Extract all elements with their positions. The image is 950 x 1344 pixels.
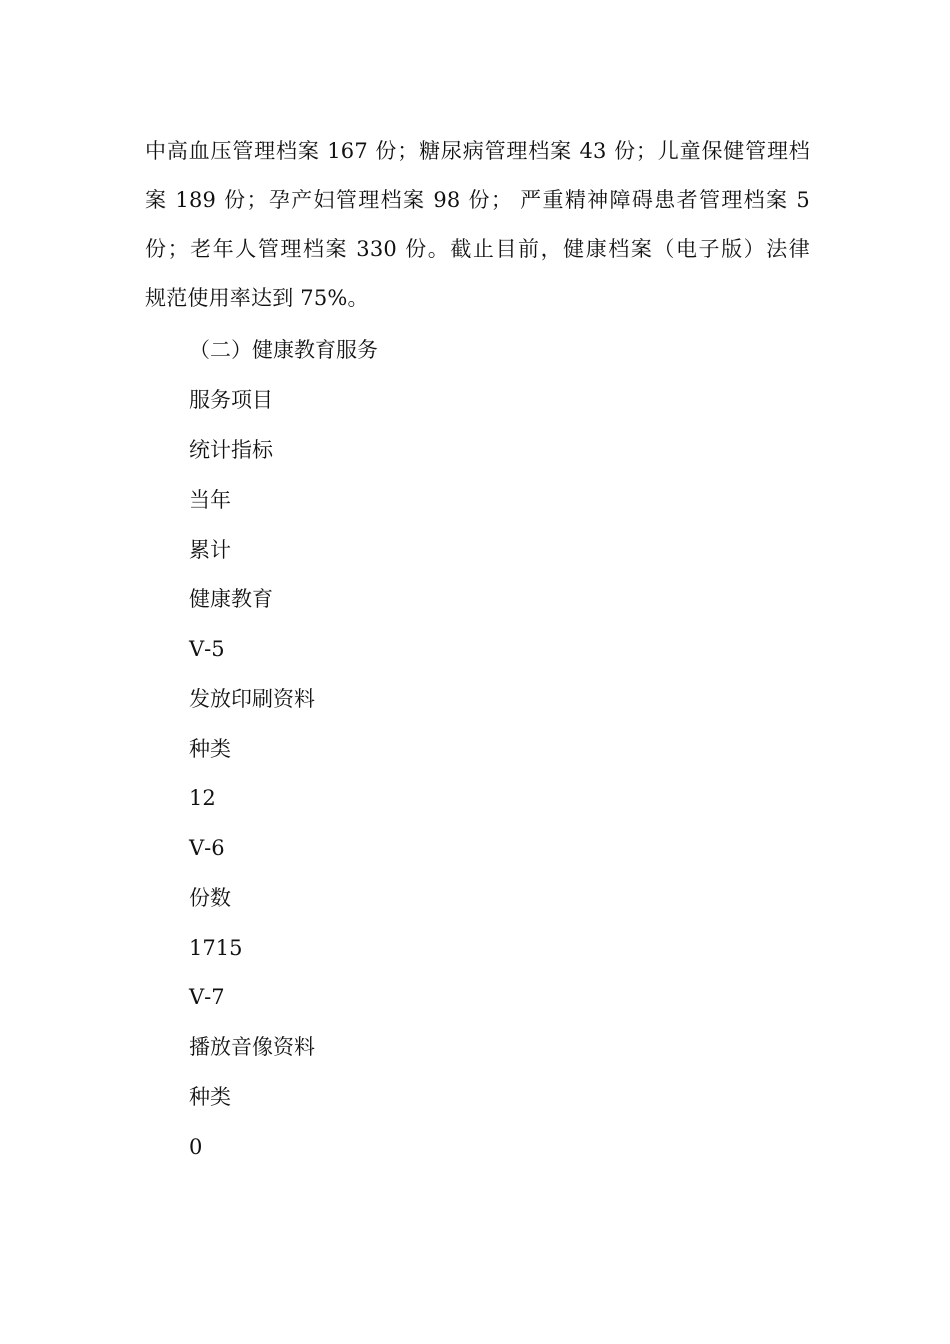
- paragraph-line: 份；老年人管理档案 330 份。截止目前，健康档案（电子版）法律: [145, 237, 810, 261]
- list-item: Ⅴ-7: [189, 985, 225, 1009]
- paragraph-line: 中高血压管理档案 167 份；糖尿病管理档案 43 份；儿童保健管理档: [145, 139, 810, 163]
- list-item: 当年: [189, 488, 231, 512]
- list-item: 0: [189, 1135, 203, 1159]
- list-item: 种类: [189, 737, 231, 761]
- list-item: 发放印刷资料: [189, 687, 315, 711]
- list-item: 服务项目: [189, 388, 273, 412]
- list-item: 份数: [189, 886, 231, 910]
- section-heading: （二）健康教育服务: [189, 338, 378, 362]
- list-item: Ⅴ-5: [189, 637, 225, 661]
- list-item: 播放音像资料: [189, 1035, 315, 1059]
- paragraph-line: 案 189 份；孕产妇管理档案 98 份； 严重精神障碍患者管理档案 5: [145, 188, 810, 212]
- paragraph-line: 规范使用率达到 75%。: [145, 286, 369, 310]
- list-item: 累计: [189, 538, 231, 562]
- list-item: Ⅴ-6: [189, 836, 225, 860]
- list-item: 健康教育: [189, 587, 273, 611]
- list-item: 1715: [189, 936, 243, 960]
- list-item: 12: [189, 786, 216, 810]
- body-paragraph: [145, 127, 810, 323]
- list-item: 统计指标: [189, 438, 273, 462]
- list-item: 种类: [189, 1085, 231, 1109]
